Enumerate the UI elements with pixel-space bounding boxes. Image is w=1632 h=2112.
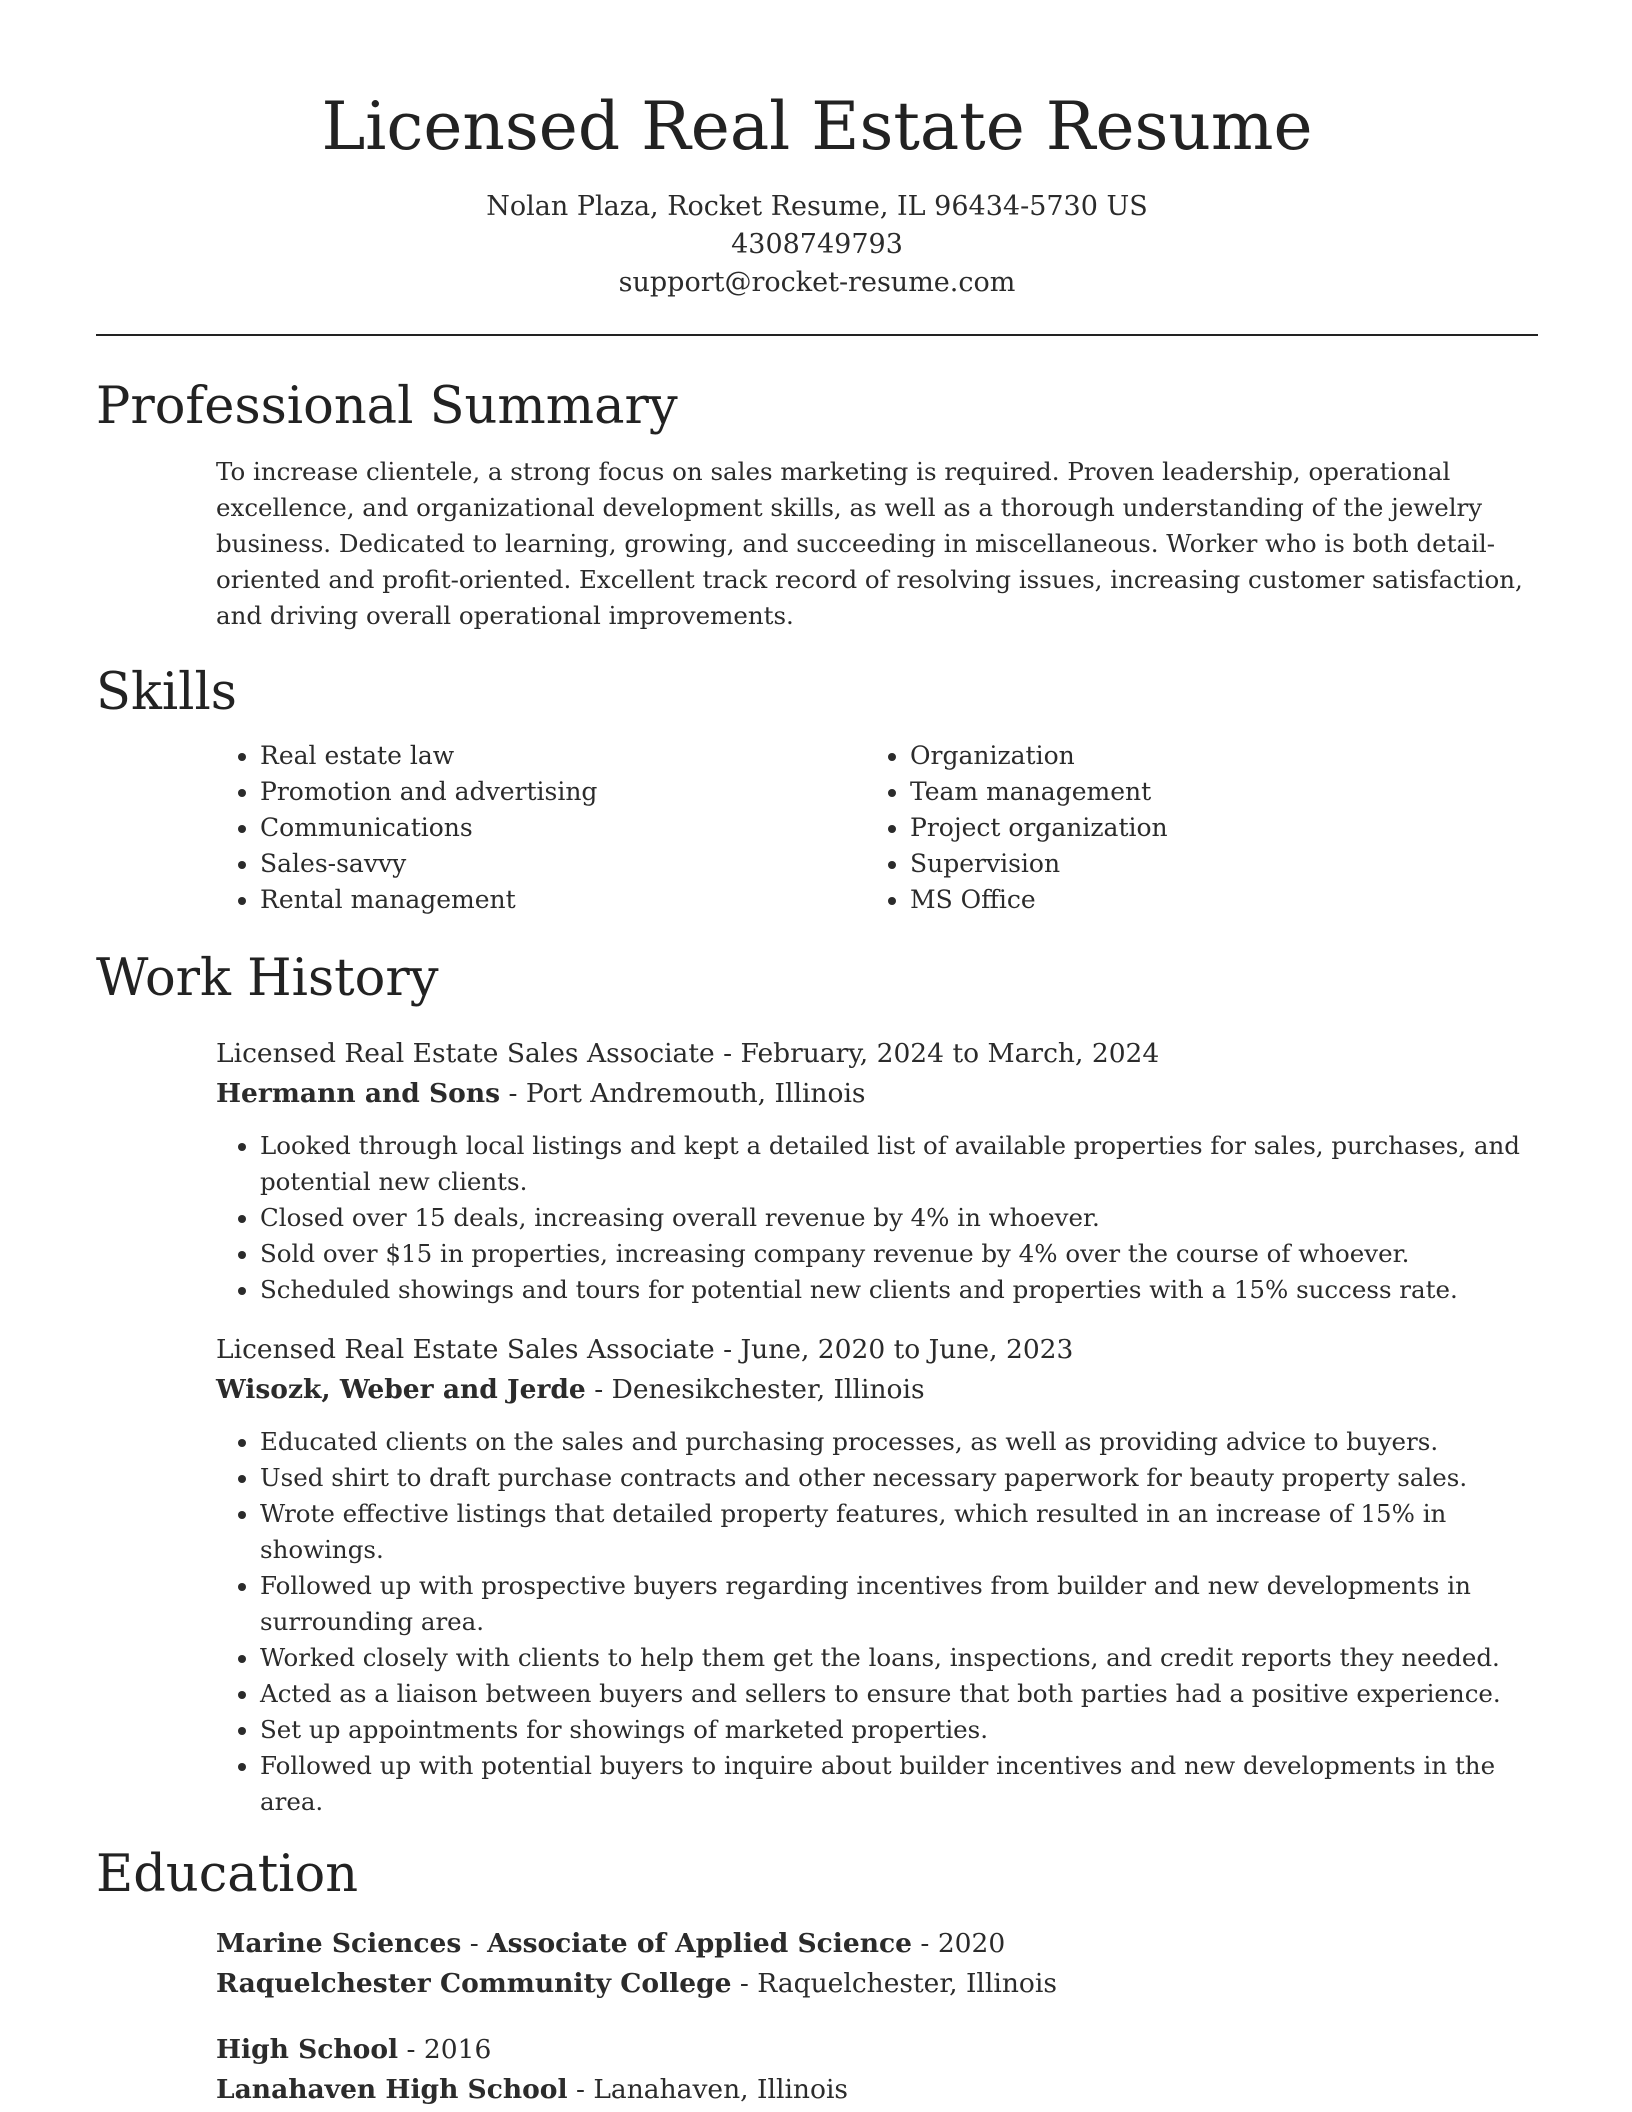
separator: -	[461, 1928, 488, 1959]
job-bullet: • Closed over 15 deals, increasing overall revenue by 4% in whoever.	[260, 1200, 1538, 1236]
separator: -	[398, 2034, 424, 2065]
job-company-line	[216, 1074, 1538, 1114]
work-history-heading: Work History	[96, 949, 439, 1008]
job-bullet: • Acted as a liaison between buyers and sellers to ensure that both parties had a positive experience.	[260, 1676, 1538, 1712]
job-dates: June, 2020 to June, 2023	[740, 1334, 1074, 1365]
job-entry	[216, 1330, 1538, 1820]
job-title-line	[216, 1034, 1538, 1074]
separator: -	[912, 1928, 938, 1959]
job-bullets	[216, 1424, 1538, 1820]
job-bullet: • Educated clients on the sales and purchasing processes, as well as providing advice to buyers.	[260, 1424, 1538, 1460]
job-title: Licensed Real Estate Sales Associate	[216, 1334, 715, 1365]
skill-item: • Organization	[910, 738, 1516, 774]
header-divider	[96, 334, 1538, 336]
job-bullet: • Sold over $15 in properties, increasing company revenue by 4% over the course of whoever.	[260, 1236, 1538, 1272]
job-bullet: • Wrote effective listings that detailed property features, which resulted in an increase of 15% in showings.	[260, 1496, 1538, 1568]
contact-block	[96, 188, 1538, 302]
skill-item: • Communications	[260, 810, 866, 846]
education-school: Lanahaven High School	[216, 2074, 568, 2105]
job-title: Licensed Real Estate Sales Associate	[216, 1038, 715, 1069]
education-field: Marine Sciences	[216, 1928, 462, 1959]
skill-item: • Sales-savvy	[260, 846, 866, 882]
job-bullet: • Followed up with prospective buyers regarding incentives from builder and new developments in surrounding area.	[260, 1568, 1538, 1640]
skills-column-left	[216, 738, 866, 918]
education-year: 2020	[937, 1928, 1006, 1959]
education-school-line	[216, 1964, 1538, 2004]
job-entry	[216, 1034, 1538, 1308]
summary-text: To increase clientele, a strong focus on sales marketing is required. Proven leadership, operational excellence, and organizational development skills, as well as a thorough understanding of the jewelry business. Dedicated to learning, growing, and succeeding in miscellaneous. Worker who is both detail-oriented and profit-oriented. Excellent track record of resolving issues, increasing customer satisfaction, and driving overall operational improvements.	[216, 457, 1523, 630]
job-title-line	[216, 1330, 1538, 1370]
education-location: Lanahaven, Illinois	[593, 2074, 849, 2105]
skill-item: • MS Office	[910, 882, 1516, 918]
education-degree-line	[216, 2030, 1538, 2070]
job-bullet: • Looked through local listings and kept a detailed list of available properties for sales, purchases, and potential new clients.	[260, 1128, 1538, 1200]
job-bullet: • Set up appointments for showings of marketed properties.	[260, 1712, 1538, 1748]
contact-address: Nolan Plaza, Rocket Resume, IL 96434-5730 US	[486, 191, 1148, 222]
education-heading: Education	[96, 1845, 359, 1904]
resume-title: Licensed Real Estate Resume	[321, 88, 1313, 165]
contact-phone: 4308749793	[731, 229, 903, 260]
skill-item: • Project organization	[910, 810, 1516, 846]
separator: -	[731, 1968, 758, 1999]
job-company: Wisozk, Weber and Jerde	[216, 1374, 586, 1405]
skill-item: • Team management	[910, 774, 1516, 810]
education-year: 2016	[423, 2034, 492, 2065]
education-school-line	[216, 2070, 1538, 2110]
education-school: Raquelchester Community College	[216, 1968, 732, 1999]
skill-item: • Promotion and advertising	[260, 774, 866, 810]
skill-item: • Real estate law	[260, 738, 866, 774]
separator: -	[585, 1374, 612, 1405]
resume-page	[96, 0, 1538, 2110]
separator: -	[567, 2074, 594, 2105]
separator: -	[500, 1078, 526, 1109]
education-entry	[216, 1924, 1538, 2004]
skills-heading: Skills	[96, 663, 237, 722]
job-bullets	[216, 1128, 1538, 1308]
job-bullet: • Worked closely with clients to help them get the loans, inspections, and credit reports they needed.	[260, 1640, 1538, 1676]
education-degree: Associate of Applied Science	[487, 1928, 912, 1959]
separator: -	[714, 1334, 741, 1365]
skill-item: • Rental management	[260, 882, 866, 918]
skills-list	[216, 738, 1538, 918]
job-bullet: • Used shirt to draft purchase contracts and other necessary paperwork for beauty property sales.	[260, 1460, 1538, 1496]
job-bullet: • Scheduled showings and tours for potential new clients and properties with a 15% success rate.	[260, 1272, 1538, 1308]
skill-item: • Supervision	[910, 846, 1516, 882]
education-field: High School	[216, 2034, 399, 2065]
summary-heading: Professional Summary	[96, 377, 678, 436]
job-dates: February, 2024 to March, 2024	[740, 1038, 1160, 1069]
skills-column-right	[866, 738, 1516, 918]
job-company: Hermann and Sons	[216, 1078, 501, 1109]
job-company-line	[216, 1370, 1538, 1410]
job-location: Denesikchester, Illinois	[611, 1374, 925, 1405]
job-bullet: • Followed up with potential buyers to inquire about builder incentives and new developments in the area.	[260, 1748, 1538, 1820]
education-entry	[216, 2030, 1538, 2110]
contact-email: support@rocket-resume.com	[618, 267, 1016, 298]
education-location: Raquelchester, Illinois	[757, 1968, 1057, 1999]
education-degree-line	[216, 1924, 1538, 1964]
job-location: Port Andremouth, Illinois	[525, 1078, 866, 1109]
separator: -	[714, 1038, 741, 1069]
